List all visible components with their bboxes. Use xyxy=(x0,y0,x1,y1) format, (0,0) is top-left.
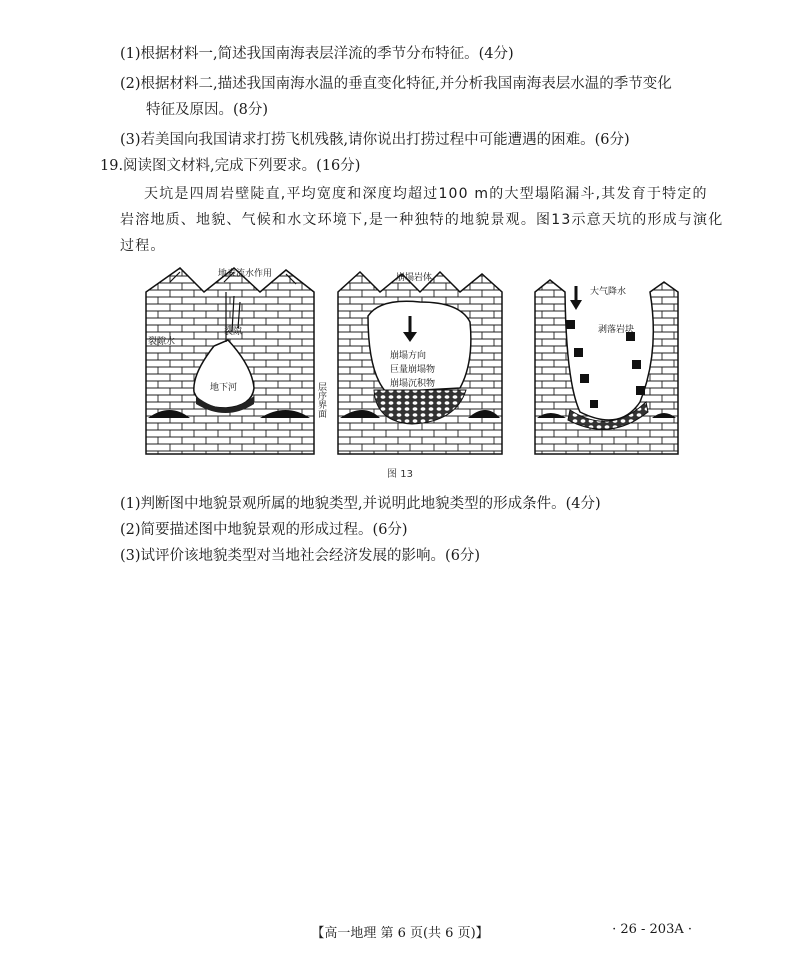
question-3: (3)若美国向我国请求打捞飞机残骸,请你说出打捞过程中可能遭遇的困难。(6分) xyxy=(120,132,630,148)
panel-2-mass-label: 巨量崩塌物 xyxy=(390,365,436,375)
passage-line-1: 天坑是四周岩壁陡直,平均宽度和深度均超过100 m的大型塌陷漏斗,其发育于特定的 xyxy=(144,186,708,202)
panel-1-diagram xyxy=(146,267,314,454)
sub-question-2: (2)简要描述图中地貌景观的形成过程。(6分) xyxy=(120,522,408,538)
panel-2-top-label: 崩塌岩体 xyxy=(396,273,433,283)
passage-line-2: 岩溶地质、地貌、气候和水文环境下,是一种独特的地貌景观。图13示意天坑的形成与演化 xyxy=(120,212,724,228)
question-19-header: 19.阅读图文材料,完成下列要求。(16分) xyxy=(100,158,361,174)
figure-caption: 图 13 xyxy=(387,469,413,480)
panel-3-rain-label: 大气降水 xyxy=(590,287,627,297)
footer-code: · 26 - 203A · xyxy=(612,922,692,937)
panel-3-diagram xyxy=(535,280,678,454)
panel-2-deposit-label: 崩塌沉积物 xyxy=(390,379,436,389)
question-2-line-1: (2)根据材料二,描述我国南海水温的垂直变化特征,并分析我国南海表层水温的季节变化 xyxy=(120,76,672,92)
panel-1-crack-label: 裂隙 xyxy=(224,327,243,337)
layer-boundary-label xyxy=(316,382,327,419)
panel-1-top-label: 地表流水作用 xyxy=(218,269,273,279)
svg-text:层序界面: 层序界面 xyxy=(316,382,326,418)
figure-13 xyxy=(140,262,685,458)
panel-2-diagram xyxy=(338,271,502,454)
panel-2-direction-label: 崩塌方向 xyxy=(390,351,427,361)
panel-1-river-label: 地下河 xyxy=(210,383,238,393)
footer-page-info: 【高一地理 第 6 页(共 6 页)】 xyxy=(311,926,489,941)
sub-question-1: (1)判断图中地貌景观所属的地貌类型,并说明此地貌类型的形成条件。(4分) xyxy=(120,496,601,512)
panel-3-blocks-label: 剥落岩块 xyxy=(598,325,635,335)
passage-line-3: 过程。 xyxy=(120,238,166,254)
sub-question-3: (3)试评价该地貌类型对当地社会经济发展的影响。(6分) xyxy=(120,548,481,564)
question-1: (1)根据材料一,简述我国南海表层洋流的季节分布特征。(4分) xyxy=(120,46,514,62)
panel-1-seep-label: 裂隙水 xyxy=(148,337,176,347)
question-2-line-2: 特征及原因。(8分) xyxy=(146,102,269,118)
